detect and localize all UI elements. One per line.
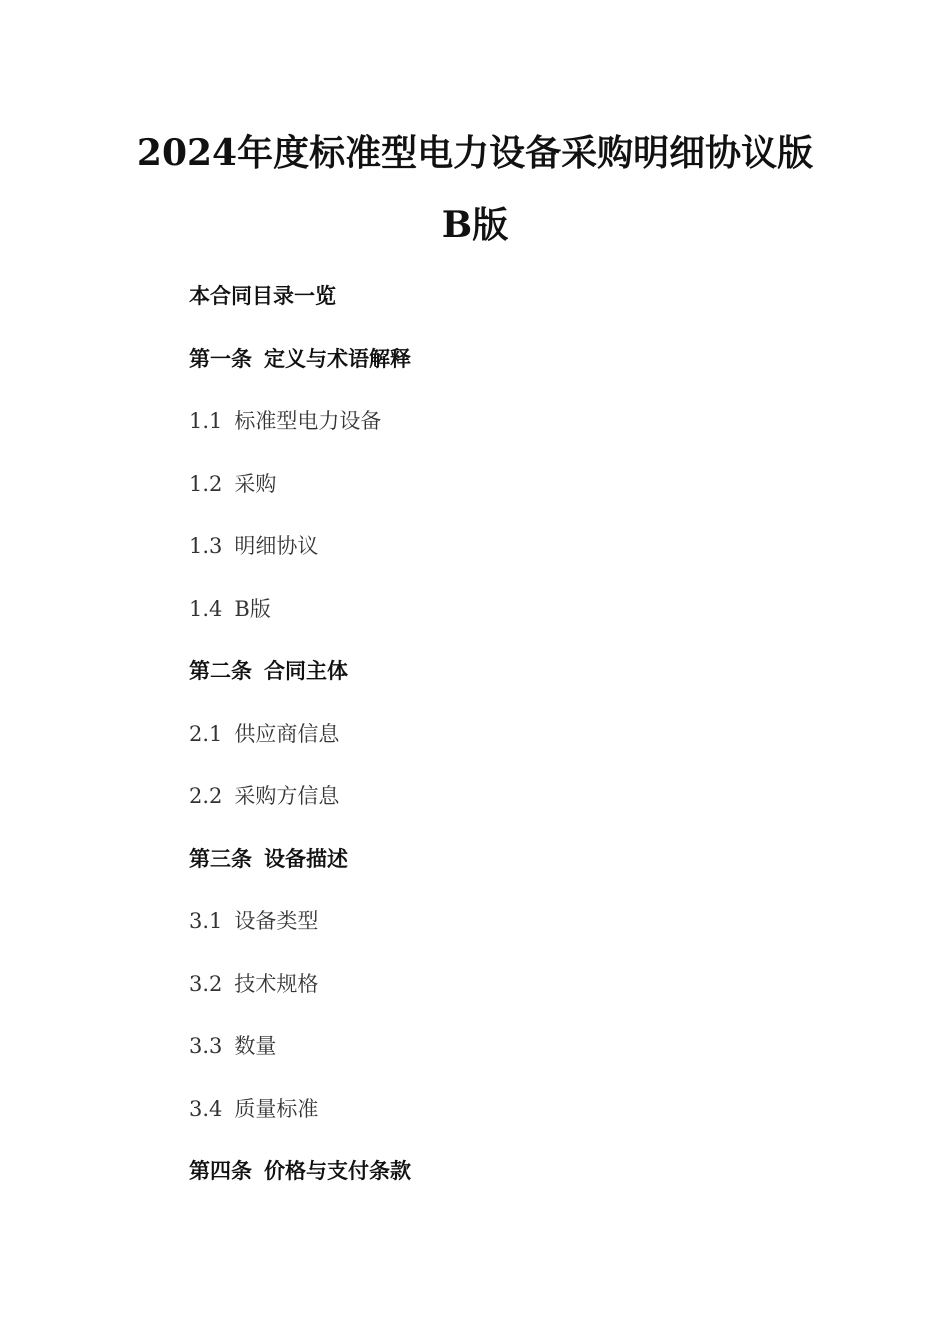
- item-title: 设备类型: [234, 909, 319, 933]
- item-title: 采购: [234, 471, 277, 496]
- toc-item-3-4: [189, 1093, 789, 1156]
- item-title: 明细协议: [234, 534, 319, 558]
- item-title: 采购方信息: [234, 784, 340, 808]
- toc-section-3: [189, 843, 789, 906]
- toc-item-3-3: [189, 1030, 789, 1093]
- toc-item-3-2: [189, 968, 789, 1031]
- item-number: 1.1: [189, 409, 223, 433]
- toc-item-3-1: [189, 905, 789, 968]
- item-number: 1.4: [189, 596, 223, 621]
- section-title: 设备描述: [264, 846, 348, 871]
- item-number: 3.4: [189, 1096, 223, 1121]
- toc-item-1-3: [189, 530, 789, 593]
- toc-section-4: [189, 1155, 789, 1218]
- toc-section-1: [189, 343, 789, 406]
- section-title: 定义与术语解释: [264, 346, 411, 371]
- toc-item-2-1: [189, 718, 789, 781]
- item-number: 2.2: [189, 784, 223, 808]
- item-number: 1.2: [189, 471, 223, 496]
- section-number: 第四条: [189, 1159, 252, 1183]
- item-number: 1.3: [189, 534, 223, 558]
- item-title: 数量: [234, 1034, 277, 1058]
- item-title: 标准型电力设备: [234, 409, 382, 433]
- item-number: 3.3: [189, 1034, 223, 1058]
- item-title: 技术规格: [234, 971, 319, 996]
- item-title: B版: [234, 596, 271, 621]
- table-of-contents: [189, 280, 789, 1218]
- toc-section-2: [189, 655, 789, 718]
- section-title: 价格与支付条款: [264, 1159, 411, 1183]
- item-title: 质量标准: [234, 1096, 319, 1121]
- toc-item-1-2: [189, 468, 789, 531]
- item-title: 供应商信息: [234, 721, 340, 746]
- document-title-suffix: B版: [441, 204, 509, 246]
- section-number: 第三条: [189, 846, 252, 871]
- section-title: 合同主体: [264, 659, 348, 683]
- toc-item-2-2: [189, 780, 789, 843]
- section-number: 第二条: [189, 659, 252, 683]
- toc-item-1-1: [189, 405, 789, 468]
- toc-item-1-4: [189, 593, 789, 656]
- toc-heading: 本合同目录一览: [189, 284, 336, 308]
- item-number: 2.1: [189, 721, 223, 746]
- item-number: 3.1: [189, 909, 223, 933]
- section-number: 第一条: [189, 346, 252, 371]
- document-title: 2024年度标准型电力设备采购明细协议版: [136, 132, 814, 174]
- item-number: 3.2: [189, 971, 223, 996]
